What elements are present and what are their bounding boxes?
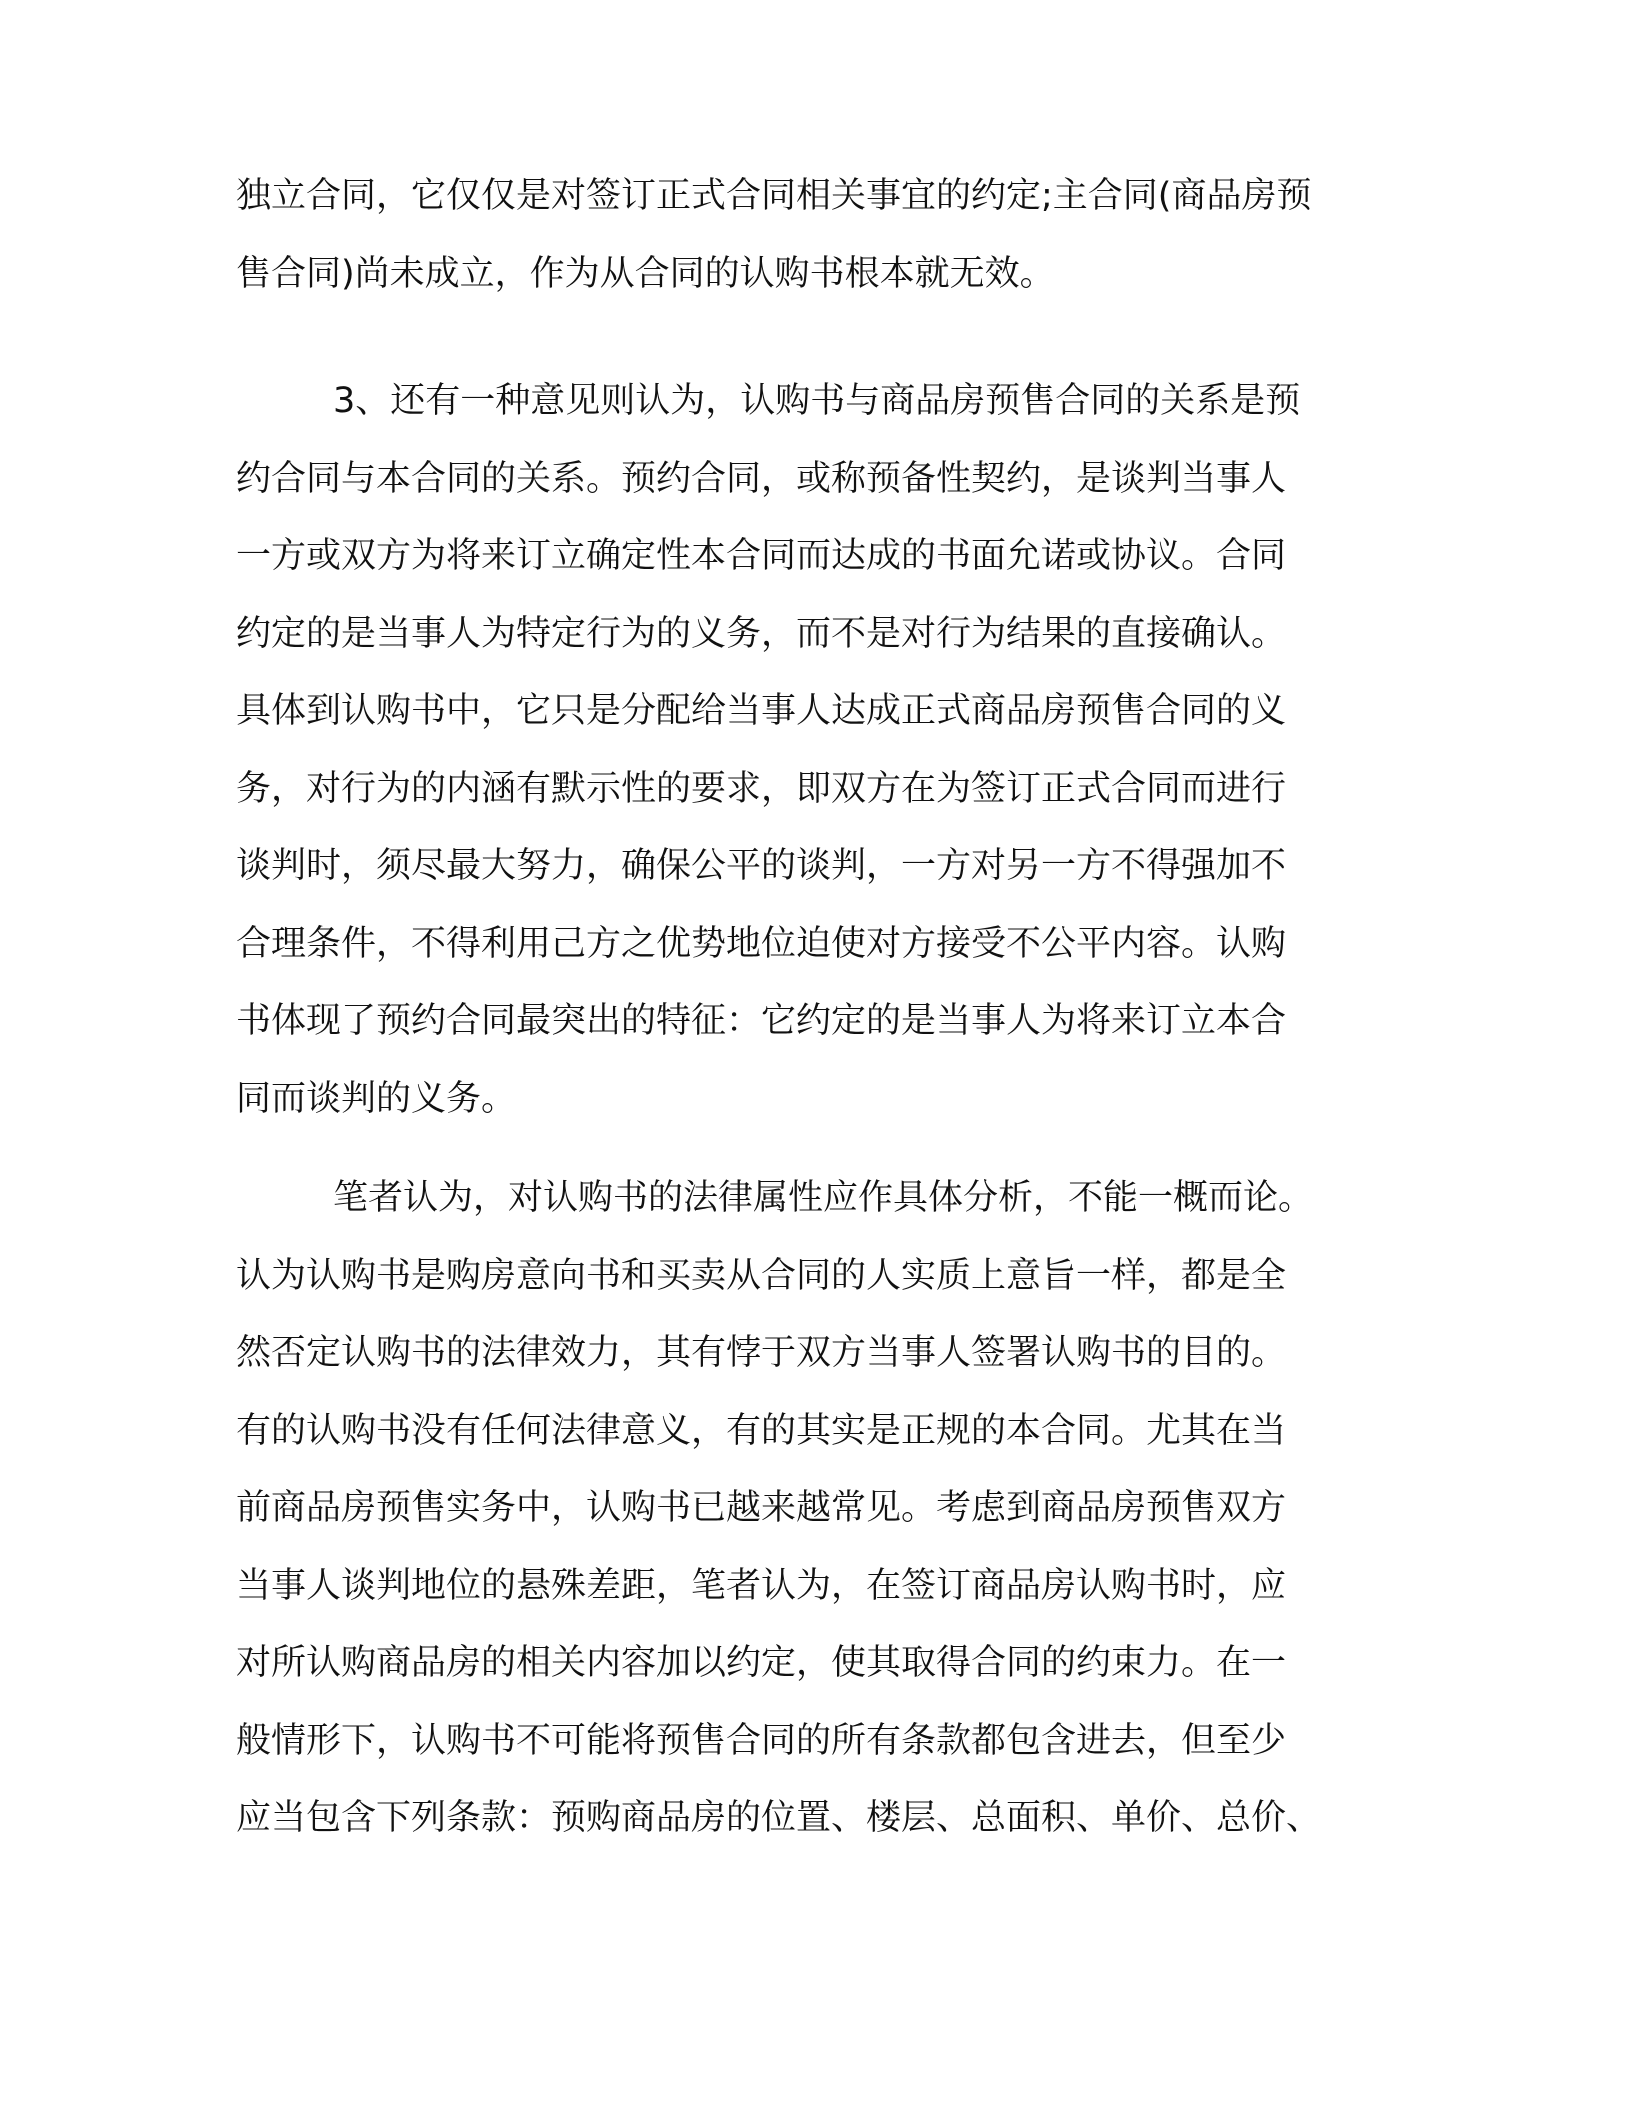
- paragraph-2: [236, 363, 1406, 1138]
- paragraph-1: [236, 158, 1406, 313]
- text-line: 般情形下，认购书不可能将预售合同的所有条款都包含进去，但至少: [236, 1720, 1287, 1761]
- text-line: 应当包含下列条款：预购商品房的位置、楼层、总面积、单价、总价、: [236, 1798, 1322, 1838]
- text-line: 然否定认购书的法律效力，其有悖于双方当事人签署认购书的目的。: [236, 1333, 1287, 1373]
- text-line: 前商品房预售实务中，认购书已越来越常见。考虑到商品房预售双方: [236, 1488, 1287, 1528]
- text-line: 认为认购书是购房意向书和买卖从合同的人实质上意旨一样，都是全: [236, 1255, 1287, 1296]
- text-line: 当事人谈判地位的悬殊差距，笔者认为，在签订商品房认购书时，应: [236, 1565, 1287, 1606]
- text-line: 独立合同，它仅仅是对签订正式合同相关事宜的约定;主合同(商品房预: [236, 176, 1312, 216]
- text-line: 笔者认为，对认购书的法律属性应作具体分析，不能一概而论。: [333, 1178, 1314, 1218]
- text-line: 售合同)尚未成立，作为从合同的认购书根本就无效。: [236, 253, 1055, 294]
- text-line: 有的认购书没有任何法律意义，有的其实是正规的本合同。尤其在当: [236, 1410, 1287, 1451]
- text-line: 书体现了预约合同最突出的特征：它约定的是当事人为将来订立本合: [236, 1001, 1287, 1041]
- text-line: 约定的是当事人为特定行为的义务，而不是对行为结果的直接确认。: [236, 613, 1287, 654]
- text-line: 同而谈判的义务。: [236, 1078, 517, 1119]
- text-line: 谈判时，须尽最大努力，确保公平的谈判，一方对另一方不得强加不: [236, 846, 1287, 886]
- text-line: 务，对行为的内涵有默示性的要求，即双方在为签订正式合同而进行: [236, 768, 1287, 809]
- paragraph-3: [236, 1160, 1406, 1858]
- text-line: 合理条件，不得利用己方之优势地位迫使对方接受不公平内容。认购: [236, 923, 1287, 964]
- text-line: 一方或双方为将来订立确定性本合同而达成的书面允诺或协议。合同: [236, 536, 1287, 576]
- text-line: 对所认购商品房的相关内容加以约定，使其取得合同的约束力。在一: [236, 1643, 1287, 1683]
- text-line: 约合同与本合同的关系。预约合同，或称预备性契约，是谈判当事人: [236, 458, 1287, 499]
- text-line: 具体到认购书中，它只是分配给当事人达成正式商品房预售合同的义: [236, 691, 1287, 731]
- text-line: 3、还有一种意见则认为，认购书与商品房预售合同的关系是预: [333, 381, 1301, 421]
